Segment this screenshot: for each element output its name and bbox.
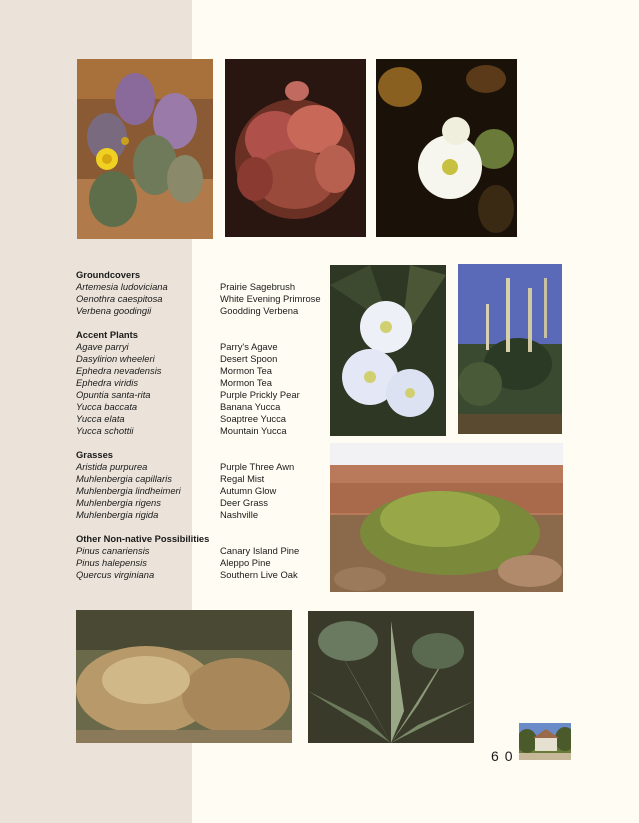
scientific-name: Opuntia santa-rita: [76, 389, 151, 400]
scientific-name: Pinus canariensis: [76, 545, 150, 556]
scientific-name: Aristida purpurea: [76, 461, 148, 472]
section-heading: Groundcovers: [76, 269, 141, 280]
plant-row: [76, 293, 336, 305]
plant-row: [76, 425, 336, 437]
photo-ornamental-grass: [76, 610, 292, 743]
common-name: Aleppo Pine: [220, 557, 271, 568]
plant-row: [76, 485, 336, 497]
scientific-name: Yucca schottii: [76, 425, 134, 436]
scientific-name: Yucca baccata: [76, 401, 138, 412]
plant-row: [76, 413, 336, 425]
plant-row: [76, 365, 336, 377]
plant-row: [76, 401, 336, 413]
common-name: Soaptree Yucca: [220, 413, 287, 424]
common-name: Nashville: [220, 509, 259, 520]
photo-agave: [308, 611, 474, 743]
plant-row: [76, 461, 336, 473]
plant-row: [76, 557, 336, 569]
common-name: Regal Mist: [220, 473, 265, 484]
common-name: Goodding Verbena: [220, 305, 299, 316]
scientific-name: Verbena goodingii: [76, 305, 152, 316]
common-name: Purple Three Awn: [220, 461, 295, 472]
scientific-name: Yucca elata: [76, 413, 125, 424]
plant-row: [76, 545, 336, 557]
page-number: 60: [491, 748, 519, 764]
scientific-name: Quercus virginiana: [76, 569, 155, 580]
section-heading: Other Non-native Possibilities: [76, 533, 210, 544]
plant-row: [76, 389, 336, 401]
section-other-non-native: [76, 533, 336, 581]
plant-row: [76, 305, 336, 317]
common-name: Prairie Sagebrush: [220, 281, 296, 292]
common-name: Banana Yucca: [220, 401, 281, 412]
common-name: Parry's Agave: [220, 341, 278, 352]
scientific-name: Muhlenbergia lindheimeri: [76, 485, 181, 496]
plant-row: [76, 569, 336, 581]
scientific-name: Ephedra nevadensis: [76, 365, 162, 376]
common-name: Southern Live Oak: [220, 569, 298, 580]
scientific-name: Muhlenbergia rigida: [76, 509, 159, 520]
photo-yucca-sky: [458, 264, 562, 434]
common-name: Desert Spoon: [220, 353, 278, 364]
photo-white-flowers: [330, 265, 446, 436]
scientific-name: Pinus halepensis: [76, 557, 147, 568]
plant-row: [76, 377, 336, 389]
common-name: Mountain Yucca: [220, 425, 287, 436]
scientific-name: Agave parryi: [76, 341, 129, 352]
scientific-name: Muhlenbergia rigens: [76, 497, 161, 508]
scientific-name: Muhlenbergia capillaris: [76, 473, 172, 484]
plant-row: [76, 497, 336, 509]
section-accent-plants: [76, 329, 336, 437]
common-name: White Evening Primrose: [220, 293, 321, 304]
scientific-name: Ephedra viridis: [76, 377, 139, 388]
common-name: Deer Grass: [220, 497, 268, 508]
photo-house-thumbnail: [519, 723, 571, 760]
photo-fluffy-shrub: [225, 59, 366, 237]
section-heading: Accent Plants: [76, 329, 138, 340]
common-name: Purple Prickly Pear: [220, 389, 300, 400]
photo-canyon-shrub: [330, 443, 563, 592]
plant-row: [76, 473, 336, 485]
plant-row: [76, 509, 336, 521]
plant-row: [76, 341, 336, 353]
photo-prickly-pear: [77, 59, 213, 239]
common-name: Mormon Tea: [220, 365, 272, 376]
common-name: Canary Island Pine: [220, 545, 300, 556]
scientific-name: Dasylirion wheeleri: [76, 353, 155, 364]
plant-list: [76, 269, 336, 593]
section-grasses: [76, 449, 336, 521]
scientific-name: Artemesia ludoviciana: [76, 281, 168, 292]
photo-white-primrose: [376, 59, 517, 237]
section-heading: Grasses: [76, 449, 114, 460]
plant-row: [76, 353, 336, 365]
section-groundcovers: [76, 269, 336, 317]
plant-row: [76, 281, 336, 293]
scientific-name: Oenothra caespitosa: [76, 293, 163, 304]
common-name: Autumn Glow: [220, 485, 277, 496]
common-name: Mormon Tea: [220, 377, 272, 388]
